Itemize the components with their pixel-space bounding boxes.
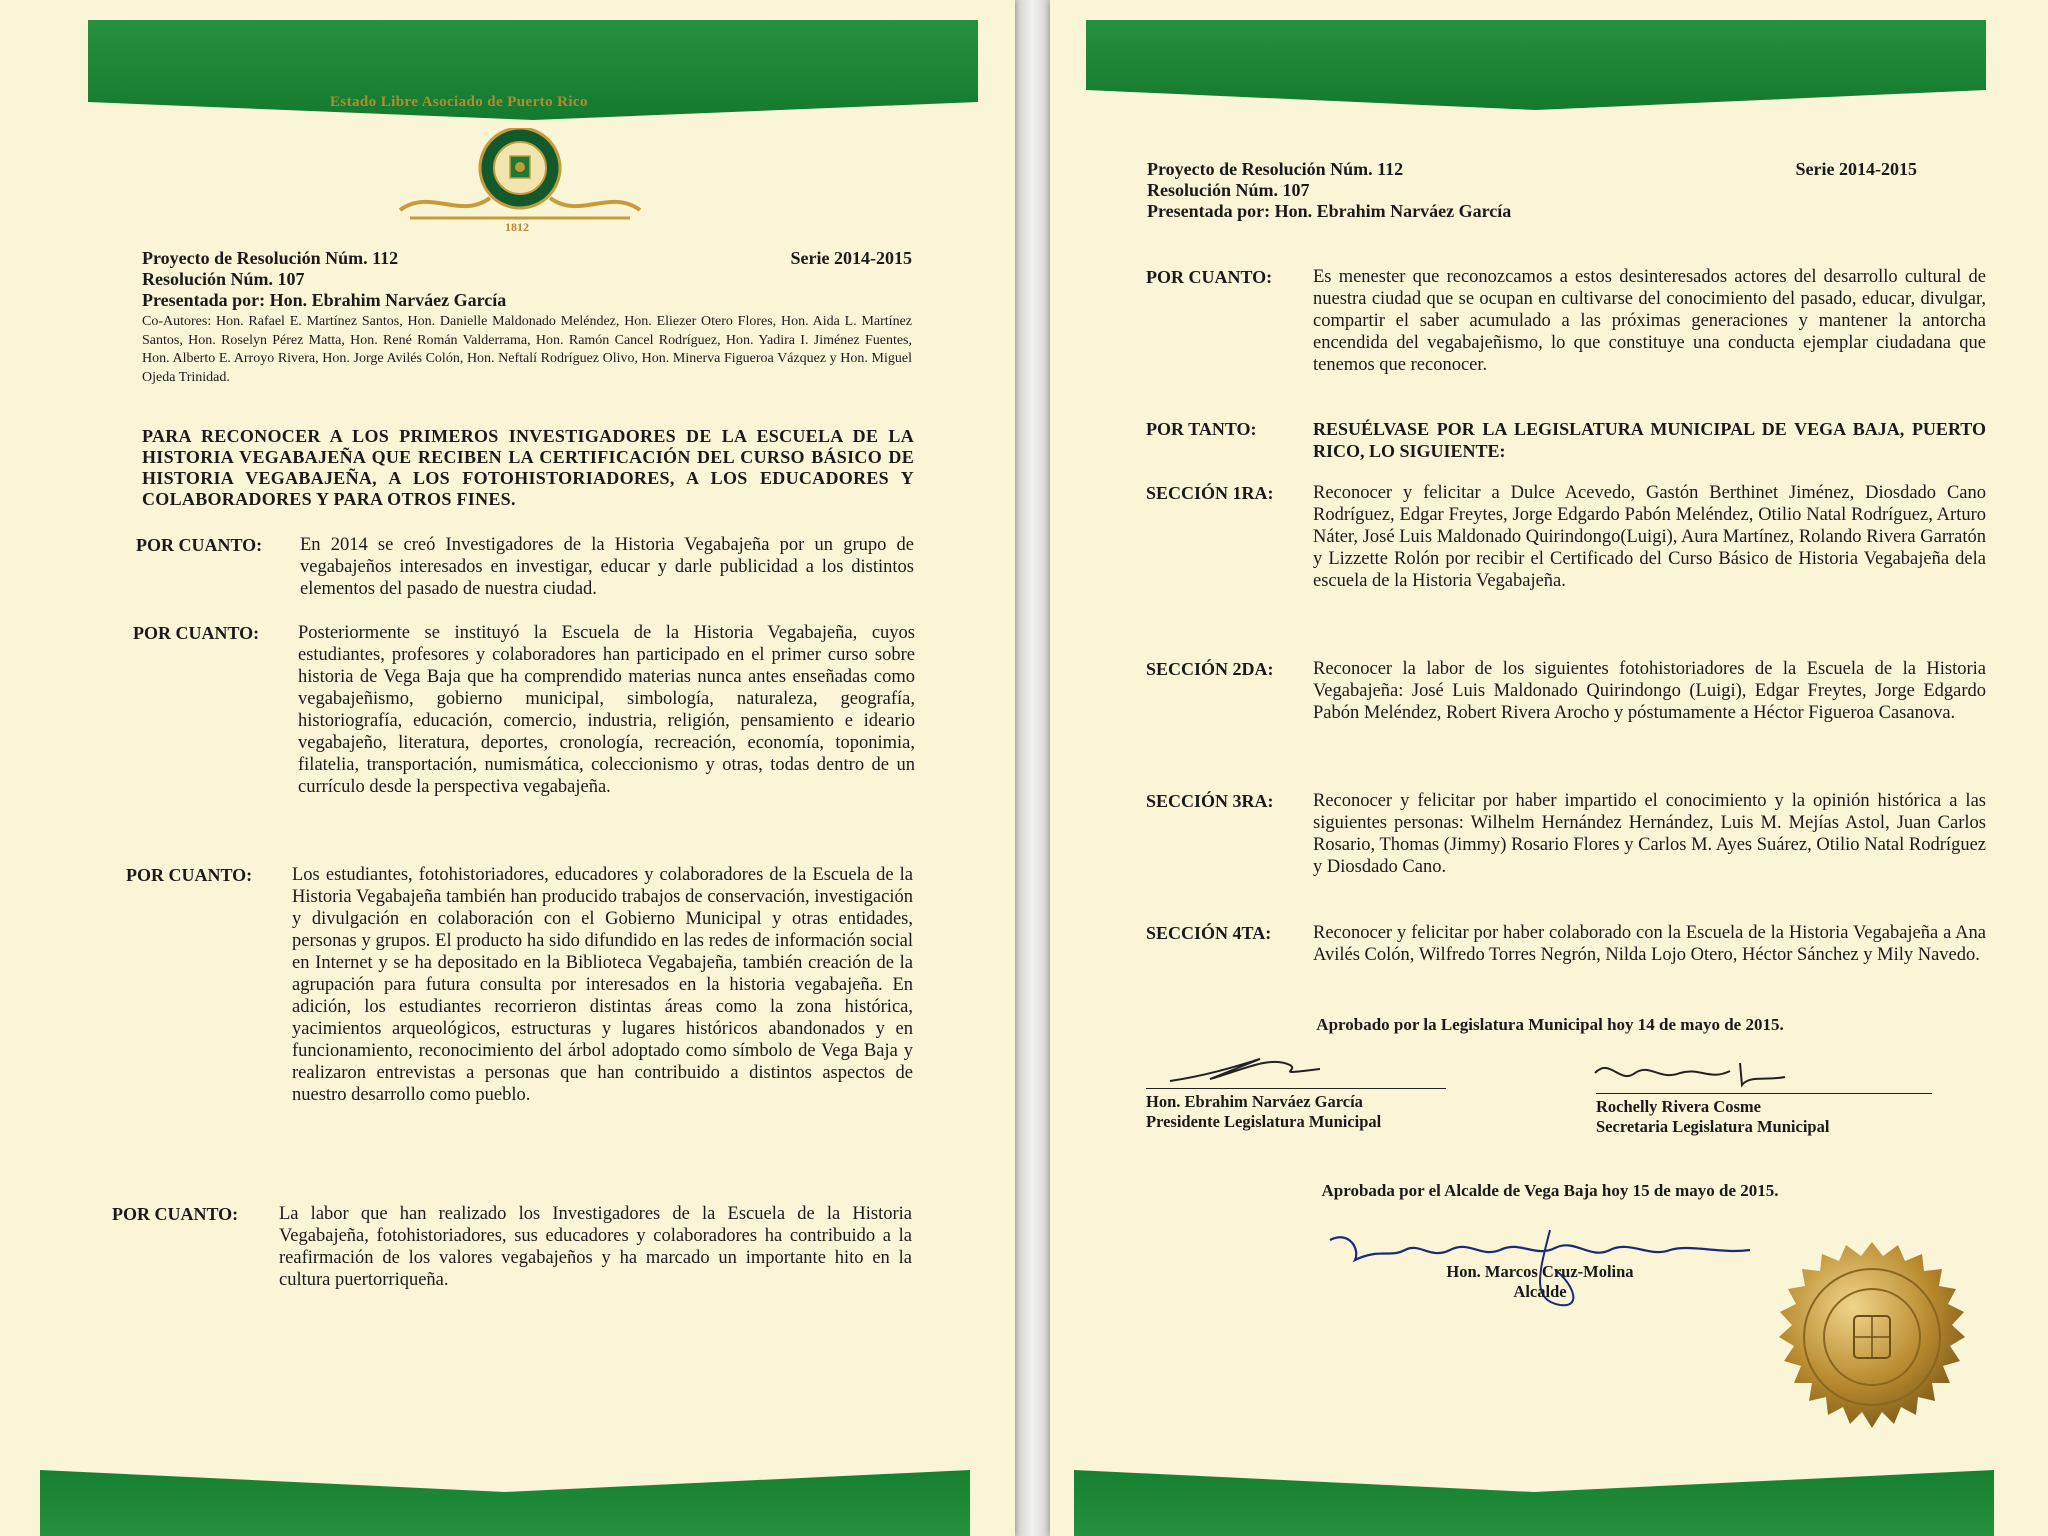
signer-role: Secretaria Legislatura Municipal	[1596, 1117, 1830, 1136]
mayor-block	[1430, 1262, 1650, 1302]
series: Serie 2014-2015	[1795, 159, 1917, 179]
clause-label: POR CUANTO:	[133, 623, 260, 643]
legislature-approval: Aprobado por la Legislatura Municipal hoy 14 de mayo de 2015.	[1316, 1015, 1784, 1034]
mayor-name: Hon. Marcos Cruz-Molina	[1446, 1262, 1634, 1281]
clause-label: SECCIÓN 1RA:	[1146, 483, 1274, 503]
clause-text: Reconocer y felicitar por haber colaborado con la Escuela de la Historia Vegabajeña a Ana Avilés Colón, Wilfredo Torres Negrón, Nilda Lojo Otero, Héctor Sánchez y Mily Navedo.	[1313, 923, 1986, 965]
clause-text: RESUÉLVASE POR LA LEGISLATURA MUNICIPAL DE VEGA BAJA, PUERTO RICO, LO SIGUIENTE:	[1313, 419, 1986, 461]
resolution-page-1	[0, 0, 1015, 1536]
therefore-clause	[1146, 418, 1986, 462]
clause-label: POR TANTO:	[1146, 419, 1257, 439]
project-number: Proyecto de Resolución Núm. 112	[142, 248, 399, 268]
resolution-page-2	[1050, 0, 2048, 1536]
whereas-clause-1	[136, 534, 914, 600]
clause-label: POR CUANTO:	[112, 1204, 239, 1224]
clause-label: SECCIÓN 2DA:	[1146, 659, 1274, 679]
clause-text: Es menester que reconozcamos a estos desinteresados actores del desarrollo cultural de nuestra ciudad que se ocupan en cultivarse del conocimiento del pasado, educar, divulgar, compartir el saber acumulado a las próximas generaciones y mantener la antorcha encendida del vegabajeñismo, lo que constituye una conducta ejemplar ciudadana que tenemos que reconocer.	[1313, 267, 1986, 375]
document-header	[142, 248, 912, 387]
clause-text: Posteriormente se instituyó la Escuela de la Historia Vegabajeña, cuyos estudiantes, profesores y colaboradores han participado en el primer curso sobre historia de Vega Baja que ha comprendido materias nunca antes enseñadas como vegabajeñismo, gobierno municipal, simbología, naturaleza, geografía, historiografía, educación, comercio, industria, religión, pensamiento e ideario vegabajeño, literatura, deportes, cronología, recreación, economía, toponimia, filatelia, transportación, numismática, coleccionismo y otras, todas dentro de un currículo desde la perspectiva vegabajeña.	[298, 623, 915, 797]
whereas-clause-2	[133, 622, 915, 798]
presented-by: Presentada por: Hon. Ebrahim Narváez García	[1147, 201, 1512, 221]
section-3	[1146, 790, 1986, 878]
signer-name: Rochelly Rivera Cosme	[1596, 1097, 1761, 1116]
signer-role: Presidente Legislatura Municipal	[1146, 1112, 1382, 1131]
resolution-title: PARA RECONOCER A LOS PRIMEROS INVESTIGADORES DE LA ESCUELA DE LA HISTORIA VEGABAJEÑA QUE RECIBEN LA CERTIFICACIÓN DEL CURSO BÁSICO DE HISTORIA VEGABAJEÑA, A LOS FOTOHISTORIADORES, A LOS EDUCADORES Y COLABORADORES Y PARA OTROS FINES.	[142, 426, 914, 509]
presented-by: Presentada por: Hon. Ebrahim Narváez García	[142, 290, 507, 310]
mayor-role: Alcalde	[1513, 1282, 1567, 1301]
clause-label: POR CUANTO:	[126, 865, 253, 885]
signer-name: Hon. Ebrahim Narváez García	[1146, 1092, 1363, 1111]
clause-text: Reconocer y felicitar a Dulce Acevedo, Gastón Berthinet Jiménez, Diosdado Cano Rodríguez, Edgar Freytes, Jorge Edgardo Pabón Meléndez, Otilio Natal Rodríguez, Arturo Náter, José Luis Maldonado Quirindongo(Luigi), Aura Martínez, Rolando Rivera Garratón y Lizzette Rolón por recibir el Certificado del Curso Básico de Historia Vegabajeña dela escuela de la Historia Vegabajeña.	[1313, 483, 1986, 591]
emblem-year: 1812	[505, 220, 529, 234]
clause-text: Reconocer y felicitar por haber impartido el conocimiento y la opinión histórica a las siguientes personas: Wilhelm Hernández Hernández, Luis M. Mejías Astol, Juan Carlos Rosario, Thomas (Jimmy) Rosario Flores y Carlos M. Ayes Suárez, Otilio Natal Rodríguez y Diosdado Cano.	[1313, 791, 1986, 877]
project-number: Proyecto de Resolución Núm. 112	[1147, 159, 1404, 179]
resolution-number: Resolución Núm. 107	[1147, 180, 1310, 200]
signer-secretary	[1596, 1093, 1932, 1137]
clause-text: Los estudiantes, fotohistoriadores, educadores y colaboradores de la Escuela de la Historia Vegabajeña también han producido trabajos de conservación, investigación y divulgación en colaboración con el Gobierno Municipal y otras entidades, personas y grupos. El producto ha sido difundido en las redes de información social en Internet y se ha depositado en la Biblioteca Vegabajeña, también creación de la agrupación para futura consulta por interesados en la historia vegabajeña. En adición, los estudiantes recorrieron distintas áreas como la zona histórica, yacimientos arqueológicos, estructuras y lugares históricos abandonados y en funcionamiento, reconocimiento del árbol adoptado como símbolo de Vega Baja y realizaron entrevistas a personas que han contribuido a distintos aspectos de nuestro desarrollo como pueblo.	[292, 865, 913, 1105]
clause-text: Reconocer la labor de los siguientes fotohistoriadores de la Escuela de la Historia Vegabajeña: José Luis Maldonado Quirindongo (Luigi), Edgar Freytes, Jorge Edgardo Pabón Meléndez, Robert Rivera Arocho y póstumamente a Héctor Figueroa Casanova.	[1313, 659, 1986, 723]
state-name: Estado Libre Asociado de Puerto Rico	[330, 94, 588, 110]
binder-gutter	[1015, 0, 1050, 1536]
section-4	[1146, 922, 1986, 966]
clause-text: La labor que han realizado los Investigadores de la Escuela de la Historia Vegabajeña, fotohistoriadores, sus educadores y colaboradores ha contribuido a la reafirmación de los valores vegabajeños y ha marcado un importante hito en la cultura puertorriqueña.	[279, 1204, 912, 1290]
series: Serie 2014-2015	[790, 248, 912, 268]
top-green-band	[1086, 20, 1986, 110]
section-1	[1146, 482, 1986, 592]
whereas-clause-3	[126, 864, 913, 1106]
bottom-green-band	[1074, 1470, 1994, 1536]
mayor-approval: Aprobada por el Alcalde de Vega Baja hoy 15 de mayo de 2015.	[1321, 1181, 1779, 1200]
resolution-number: Resolución Núm. 107	[142, 269, 305, 289]
document-header	[1147, 159, 1917, 222]
whereas-clause-5	[1146, 266, 1986, 376]
co-authors: Co-Autores: Hon. Rafael E. Martínez Santos, Hon. Danielle Maldonado Meléndez, Hon. Eliezer Otero Flores, Hon. Aida L. Martínez Santos, Hon. Roselyn Pérez Matta, Hon. René Román Valderrama, Hon. Ramón Cancel Rodríguez, Hon. Yadira I. Jiménez Fuentes, Hon. Alberto E. Arroyo Rivera, Hon. Jorge Avilés Colón, Hon. Neftalí Rodríguez Olivo, Hon. Minerva Figueroa Vázquez y Hon. Miguel Ojeda Trinidad.	[142, 314, 912, 385]
embossed-gold-seal	[1757, 1240, 1987, 1475]
clause-text: En 2014 se creó Investigadores de la Historia Vegabajeña por un grupo de vegabajeños interesados en investigar, educar y darle publicidad a los distintos elementos del pasado de nuestra ciudad.	[300, 535, 914, 599]
whereas-clause-4	[112, 1203, 912, 1291]
bottom-green-band	[40, 1470, 970, 1536]
section-2	[1146, 658, 1986, 724]
clause-label: SECCIÓN 4TA:	[1146, 923, 1272, 943]
clause-label: POR CUANTO:	[136, 535, 263, 555]
clause-label: SECCIÓN 3RA:	[1146, 791, 1274, 811]
clause-label: POR CUANTO:	[1146, 267, 1273, 287]
signer-president	[1146, 1088, 1446, 1132]
